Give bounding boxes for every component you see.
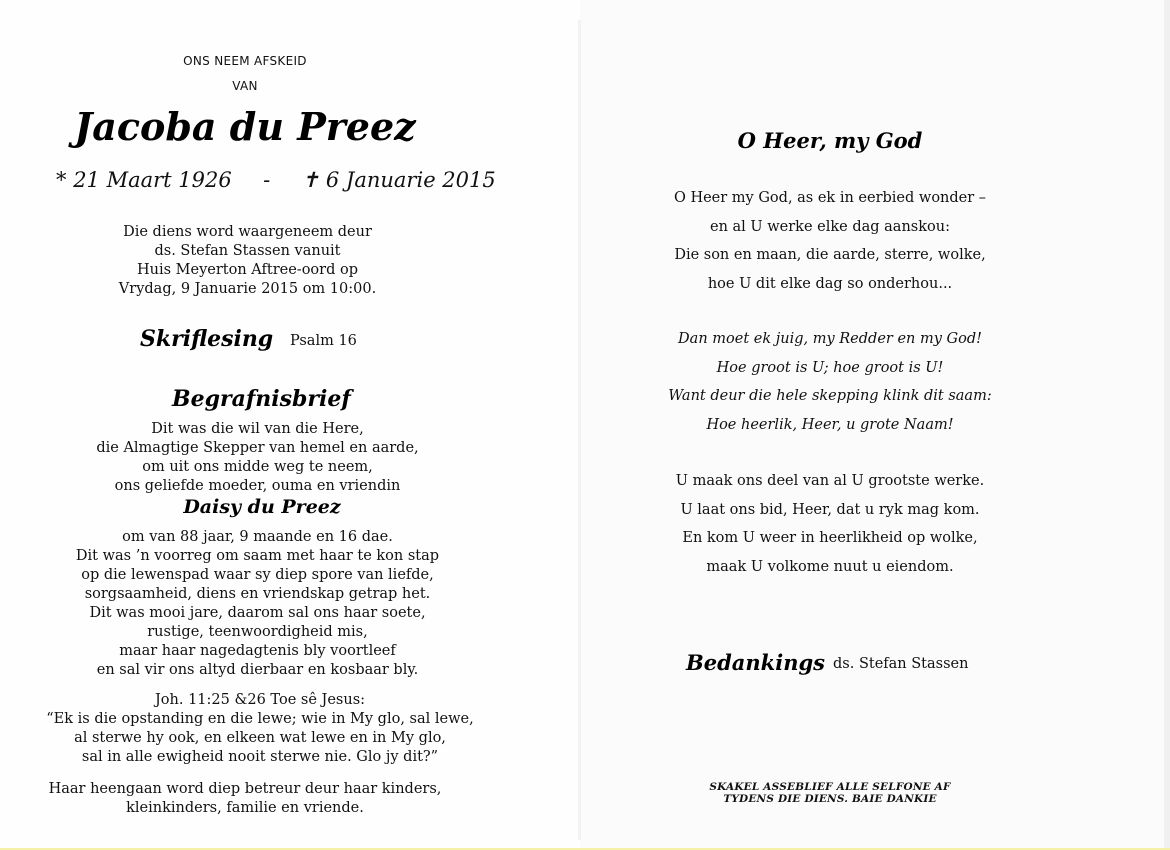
life-dates xyxy=(56,168,496,192)
chorus-line: Hoe groot is U; hoe groot is U! xyxy=(716,359,944,376)
chorus-line: Dan moet ek juig, my Redder en my God! xyxy=(678,331,982,347)
hymn-line: en al U werke elke dag aanskou: xyxy=(710,218,950,235)
service-info xyxy=(95,223,400,299)
letter-heading: Begrafnisbrief xyxy=(172,386,351,412)
closing-line: Haar heengaan word diep betreur deur haar kinders, xyxy=(48,781,442,797)
scripture-verse xyxy=(45,691,475,767)
hymn-line: Die son en maan, die aarde, sterre, wolke, xyxy=(674,247,986,263)
letter-line: op die lewenspad waar sy diep spore van liefde, xyxy=(81,567,434,583)
letter-line: rustige, teenwoordigheid mis, xyxy=(147,624,368,640)
hymn-line: En kom U weer in heerlikheid op wolke, xyxy=(682,530,978,546)
service-line: ds. Stefan Stassen vanuit xyxy=(154,243,341,259)
hymn-title: O Heer, my God xyxy=(737,128,923,153)
service-line: Die diens word waargeneem deur xyxy=(123,224,372,240)
hymn-line: O Heer my God, as ek in eerbied wonder – xyxy=(673,190,987,206)
verse-line: Joh. 11:25 &26 Toe sê Jesus: xyxy=(154,692,366,708)
right-edge xyxy=(1164,0,1170,850)
hymn-line: maak U volkome nuut u eiendom. xyxy=(706,558,954,575)
reading-reference: Psalm 16 xyxy=(290,333,357,349)
deceased-name: Jacoba du Preez xyxy=(74,104,416,149)
letter-deceased-name: Daisy du Preez xyxy=(183,496,341,518)
letter-line: sorgsaamheid, diens en vriendskap getrap het. xyxy=(84,586,431,602)
verse-line: sal in alle ewigheid nooit sterwe nie. Glo jy dit?” xyxy=(81,749,439,765)
dash: - xyxy=(263,168,271,192)
cross-icon: ✝ xyxy=(301,168,320,192)
hymn-line: U maak ons deel van al U grootste werke. xyxy=(675,473,985,489)
verse-line: al sterwe hy ook, en elkeen wat lewe en in My glo, xyxy=(74,730,446,746)
intro-line: ONS NEEM AFSKEID xyxy=(183,54,307,68)
death-date: 6 Januarie 2015 xyxy=(325,168,496,192)
intro-van: VAN xyxy=(232,79,258,93)
hymn-line: hoe U dit elke dag so onderhou... xyxy=(707,275,953,292)
chorus-line: Want deur die hele skepping klink dit saam: xyxy=(668,388,992,404)
notice-line: SKAKEL ASSEBLIEF ALLE SELFONE AF xyxy=(709,781,951,793)
letter-line: maar haar nagedagtenis bly voortleef xyxy=(119,643,396,659)
star-icon: * xyxy=(56,168,67,192)
thanks-name: ds. Stefan Stassen xyxy=(833,656,969,672)
hymn-stanza-2 xyxy=(640,467,1020,581)
hymn-line: U laat ons bid, Heer, dat u ryk mag kom. xyxy=(680,501,980,518)
letter-line: en sal vir ons altyd dierbaar en kosbaar bly. xyxy=(96,662,419,678)
chorus-line: Hoe heerlik, Heer, u grote Naam! xyxy=(706,416,954,433)
hymn-stanza-1 xyxy=(640,184,1020,298)
letter-line: die Almagtige Skepper van hemel en aarde, xyxy=(96,440,419,456)
letter-line: om van 88 jaar, 9 maande en 16 dae. xyxy=(122,529,393,545)
letter-line: Dit was mooi jare, daarom sal ons haar soete, xyxy=(89,605,426,621)
notice-line: TYDENS DIE DIENS. BAIE DANKIE xyxy=(723,793,937,805)
letter-line: Dit was die wil van die Here, xyxy=(151,421,364,437)
service-line: Huis Meyerton Aftree-oord op xyxy=(136,262,358,278)
closing-text xyxy=(40,780,450,818)
phone-notice xyxy=(670,781,990,805)
thanks-heading: Bedankings xyxy=(686,650,825,675)
letter-line: om uit ons midde weg te neem, xyxy=(142,459,373,475)
reading-heading: Skriflesing xyxy=(140,326,274,352)
letter-line: Dit was ’n voorreg om saam met haar te kon stap xyxy=(75,548,440,564)
letter-part-2 xyxy=(55,528,460,680)
verse-line: “Ek is die opstanding en die lewe; wie in My glo, sal lewe, xyxy=(46,711,474,727)
letter-line: ons geliefde moeder, ouma en vriendin xyxy=(114,478,401,494)
service-line: Vrydag, 9 Januarie 2015 om 10:00. xyxy=(118,281,377,297)
closing-line: kleinkinders, familie en vriende. xyxy=(126,800,364,816)
page-fold xyxy=(578,20,581,840)
letter-part-1 xyxy=(60,420,455,496)
hymn-chorus xyxy=(640,325,1020,439)
birth-date: 21 Maart 1926 xyxy=(73,168,232,192)
